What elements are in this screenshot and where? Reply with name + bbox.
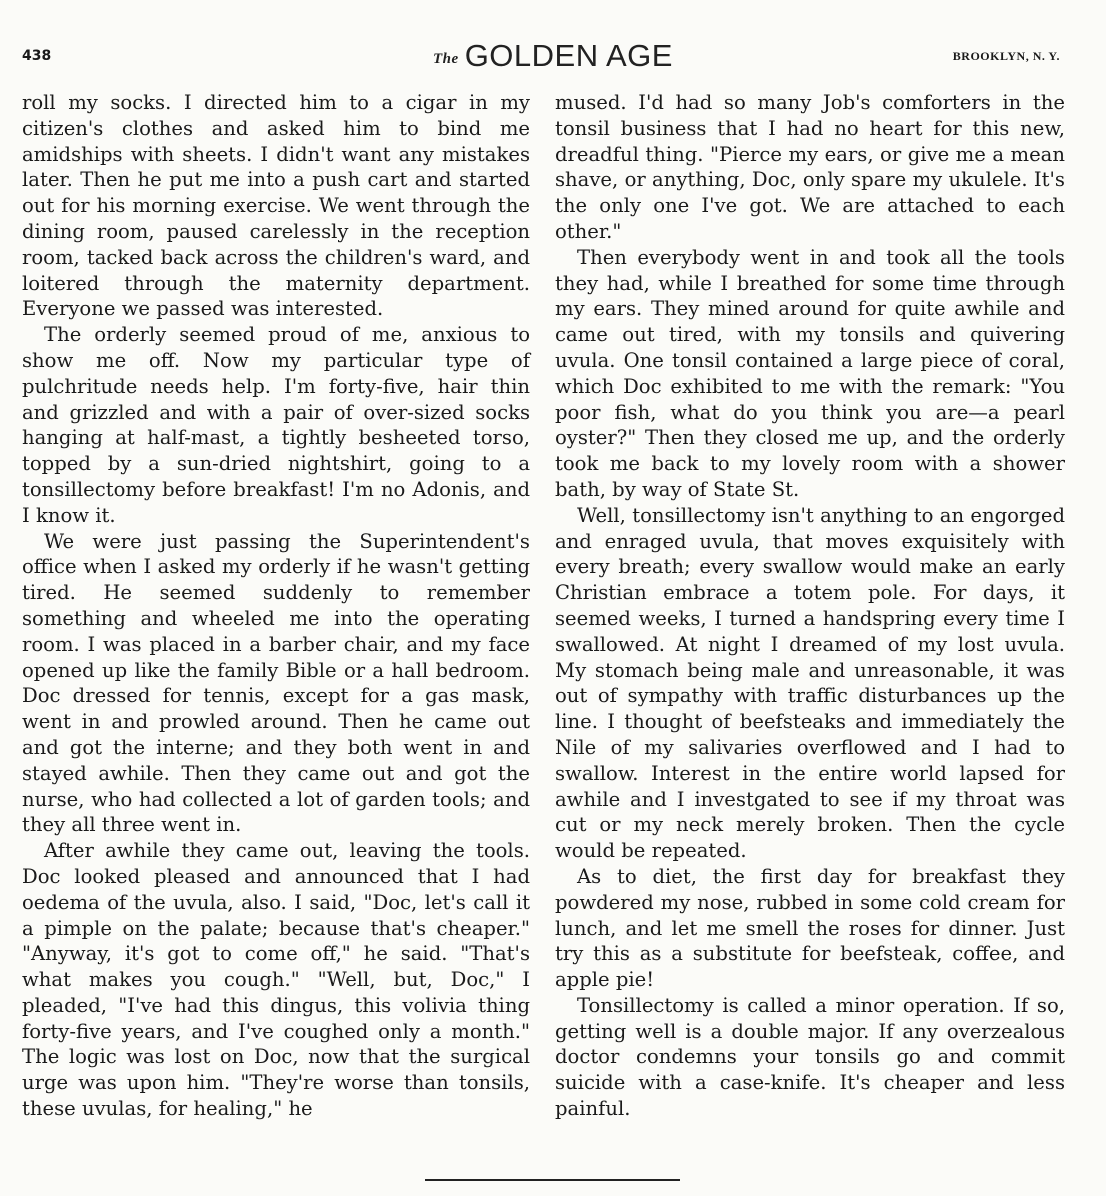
paragraph: Well, tonsillectomy isn't anything to an engorged and enraged uvula, that moves exquisitely with every breath; every swallow would make an early Christian embrace a totem pole. For days, it seemed weeks, I turned a handspring every time I swallowed. At night I dreamed of my lost uvula. My stomach being male and unreasonable, it was out of sympathy with traffic disturbances up the line. I thought of beefsteaks and immediately the Nile of my salivaries overflowed and I had to swallow. Interest in the entire world lapsed for awhile and I investgated to see if my throat was cut or my neck merely broken. Then the cycle would be repeated. [555,503,1065,863]
page-number: 438 [22,48,52,64]
page-header [0,0,1106,90]
location-label: BROOKLYN, N. Y. [952,49,1060,63]
end-rule [425,1179,680,1181]
masthead-prefix: The [433,51,459,67]
paragraph: Tonsillectomy is called a minor operation. If so, getting well is a double major. If any overzealous doctor condemns your tonsils go and commit suicide with a case-knife. It's cheaper and less painful. [555,993,1065,1121]
left-column [22,90,530,1122]
paragraph: roll my socks. I directed him to a cigar in my citizen's clothes and asked him to bind me amidships with sheets. I didn't want any mistakes later. Then he put me into a push cart and started out for his morning exercise. We went through the dining room, paused carelessly in the reception room, tacked back across the children's ward, and loitered through the maternity department. Everyone we passed was interested. [22,91,530,321]
paragraph: After awhile they came out, leaving the tools. Doc looked pleased and announced that I had oedema of the uvula, also. I said, "Doc, let's call it a pimple on the palate; because that's cheaper." "Anyway, it's got to come off," he said. "That's what makes you cough." "Well, but, Doc," I pleaded, "I've had this dingus, this volivia thing forty-five years, and I've coughed only a month." The logic was lost on Doc, now that the surgical urge was upon him. "They're worse than tonsils, these uvulas, for healing," he [22,839,530,1121]
paragraph: Then everybody went in and took all the tools they had, while I breathed for some time through my ears. They mined around for quite awhile and came out tired, with my tonsils and quivering uvula. One tonsil contained a large piece of coral, which Doc exhibited to me with the remark: "You poor fish, what do you think you are—a pearl oyster?" Then they closed me up, and the orderly took me back to my lovely room with a shower bath, by way of State St. [555,245,1065,501]
paragraph: mused. I'd had so many Job's comforters in the tonsil business that I had no heart for this new, dreadful thing. "Pierce my ears, or give me a mean shave, or anything, Doc, only spare my ukulele. It's the only one I've got. We are attached to each other." [555,91,1065,243]
paragraph: As to diet, the first day for breakfast they powdered my nose, rubbed in some cold cream for lunch, and let me smell the roses for dinner. Just try this as a substitute for beefsteak, coffee, and apple pie! [555,864,1065,992]
paragraph: We were just passing the Superintendent's office when I asked my orderly if he wasn't getting tired. He seemed suddenly to remember something and wheeled me into the operating room. I was placed in a barber chair, and my face opened up like the family Bible or a hall bedroom. Doc dressed for tennis, except for a gas mask, went in and prowled around. Then he came out and got the interne; and they both went in and stayed awhile. Then they came out and got the nurse, who had collected a lot of garden tools; and they all three went in. [22,529,530,837]
right-column [555,90,1065,1122]
masthead-title: GOLDEN AGE [464,38,673,73]
masthead [0,38,1106,74]
paragraph: The orderly seemed proud of me, anxious to show me off. Now my particular type of pulchritude needs help. I'm forty-five, hair thin and grizzled and with a pair of over-sized socks hanging at half-mast, a tightly besheeted torso, topped by a sun-dried nightshirt, going to a tonsillectomy before breakfast! I'm no Adonis, and I know it. [22,323,530,527]
